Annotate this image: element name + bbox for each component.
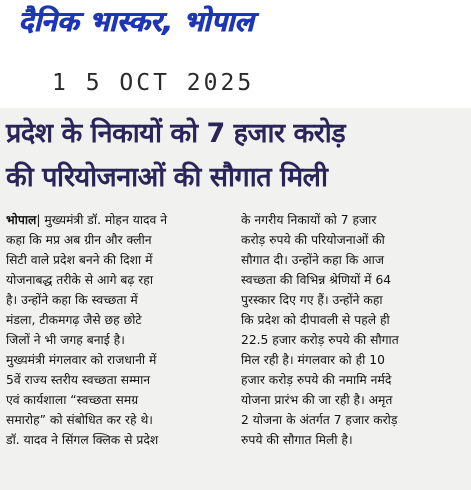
body-line: एवं कार्यशाला “स्वच्छता समग्र xyxy=(6,393,139,407)
body-line: योजनाबद्ध तरीके से आगे बढ़ रहा xyxy=(6,273,154,287)
body-line: स्वच्छता की विभिन्न श्रेणियों में 64 xyxy=(241,273,392,287)
body-line: मुख्यमंत्री मंगलवार को राजधानी में xyxy=(6,353,157,367)
article-column-1 xyxy=(6,210,229,450)
headline-line: की परियोजनाओं की सौगात मिली xyxy=(6,162,328,193)
body-line: है। उन्होंने कहा कि स्वच्छता में xyxy=(6,293,138,307)
body-line: कहा कि मप्र अब ग्रीन और क्लीन xyxy=(6,233,152,247)
body-line: योजना प्रारंभ की जा रही है। अमृत xyxy=(241,393,393,407)
body-line: मिल रही है। मंगलवार को ही 10 xyxy=(241,353,385,367)
body-line xyxy=(6,210,229,230)
date-stamp: 1 5 OCT 2025 xyxy=(52,70,255,96)
body-line-text: | मुख्यमंत्री डॉ. मोहन यादव ने xyxy=(36,213,168,227)
body-line: करोड़ रुपये की परियोजनाओं की xyxy=(241,233,385,247)
headline-line: प्रदेश के निकायों को 7 हजार करोड़ xyxy=(6,118,346,149)
body-line: के नगरीय निकायों को 7 हजार xyxy=(241,213,377,227)
body-line: डॉ. यादव ने सिंगल क्लिक से प्रदेश xyxy=(6,433,159,447)
body-line: समारोह” को संबोधित कर रहे थे। xyxy=(6,413,153,427)
dateline: भोपाल xyxy=(6,213,37,227)
body-line: जिलों ने भी जगह बनाई है। xyxy=(6,333,125,347)
body-line: 22.5 हजार करोड़ रुपये की सौगात xyxy=(241,333,399,347)
body-line: मंडला, टीकमगढ़ जैसे छह छोटे xyxy=(6,313,142,327)
newspaper-masthead: दैनिक भास्कर, भोपाल xyxy=(18,5,254,38)
body-line: 2 योजना के अंतर्गत 7 हजार करोड़ xyxy=(241,413,398,427)
body-line: रुपये की सौगात मिली है। xyxy=(241,433,353,447)
body-line: हजार करोड़ रुपये की नमामि नर्मदे xyxy=(241,373,392,387)
article-body xyxy=(6,210,465,450)
article-headline xyxy=(6,112,468,200)
body-line: सौगात दी। उन्होंने कहा कि आज xyxy=(241,253,384,267)
body-line: सिटी वाले प्रदेश बनने की दिशा में xyxy=(6,253,153,267)
body-line: कि प्रदेश को दीपावली से पहले ही xyxy=(241,313,390,327)
body-line: 5वें राज्य स्तरीय स्वच्छता सम्मान xyxy=(6,373,151,387)
body-line: पुरस्कार दिए गए हैं। उन्होंने कहा xyxy=(241,293,383,307)
article-column-2 xyxy=(241,210,464,450)
